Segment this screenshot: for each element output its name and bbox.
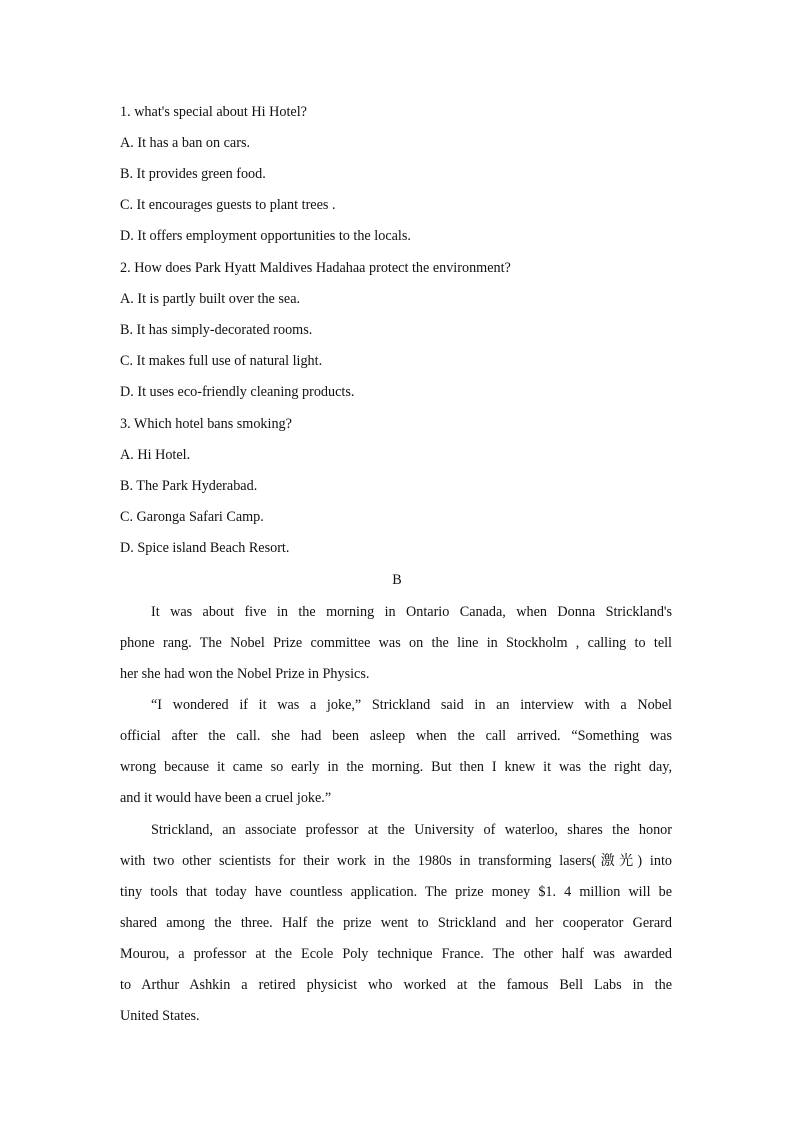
section-heading-b: B [392,572,402,588]
paragraph-2-line-2: official after the call. she had been asleep when the call arrived. “Something was [120,728,672,744]
paragraph-3-line-1: Strickland, an associate professor at the University of waterloo, shares the honor [151,822,672,838]
question-3-option-a: A. Hi Hotel. [120,447,191,463]
paragraph-3-line-5: Mourou, a professor at the Ecole Poly technique France. The other half was awarded [120,946,672,962]
question-1-option-b: B. It provides green food. [120,166,266,182]
paragraph-2-line-1: “I wondered if it was a joke,” Strickland said in an interview with a Nobel [151,697,672,713]
question-3-stem: 3. Which hotel bans smoking? [120,416,292,432]
passage-paragraph-2 [120,695,672,819]
paragraph-3-line-7: United States. [120,1008,200,1024]
passage-paragraph-3 [120,820,672,1037]
paragraph-3-line-3: tiny tools that today have countless application. The prize money $1. 4 million will be [120,884,672,900]
question-3-option-b: B. The Park Hyderabad. [120,478,258,494]
question-1-stem: 1. what's special about Hi Hotel? [120,104,307,120]
paragraph-3-line-6: to Arthur Ashkin a retired physicist who worked at the famous Bell Labs in the [120,977,672,993]
question-2-option-d: D. It uses eco-friendly cleaning products. [120,384,355,400]
question-1-option-a: A. It has a ban on cars. [120,135,251,151]
question-2-option-a: A. It is partly built over the sea. [120,291,301,307]
paragraph-1-line-3: her she had won the Nobel Prize in Physics. [120,666,370,682]
paragraph-2-line-3: wrong because it came so early in the morning. But then I knew it was the right day, [120,759,672,775]
paragraph-2-line-4: and it would have been a cruel joke.” [120,790,332,806]
question-1-option-c: C. It encourages guests to plant trees . [120,197,336,213]
question-1-option-d: D. It offers employment opportunities to the locals. [120,228,411,244]
passage-paragraph-1 [120,602,672,695]
paragraph-1-line-2: phone rang. The Nobel Prize committee was on the line in Stockholm , calling to tell [120,635,672,651]
question-2-option-b: B. It has simply-decorated rooms. [120,322,313,338]
question-2-option-c: C. It makes full use of natural light. [120,353,323,369]
paragraph-1-line-1: It was about five in the morning in Ontario Canada, when Donna Strickland's [151,604,672,620]
question-3-option-d: D. Spice island Beach Resort. [120,540,290,556]
paragraph-3-line-2: with two other scientists for their work in the 1980s in transforming lasers(激光) into [120,853,672,869]
paragraph-3-line-4: shared among the three. Half the prize went to Strickland and her cooperator Gerard [120,915,672,931]
question-2-stem: 2. How does Park Hyatt Maldives Hadahaa protect the environment? [120,260,511,276]
question-3-option-c: C. Garonga Safari Camp. [120,509,264,525]
